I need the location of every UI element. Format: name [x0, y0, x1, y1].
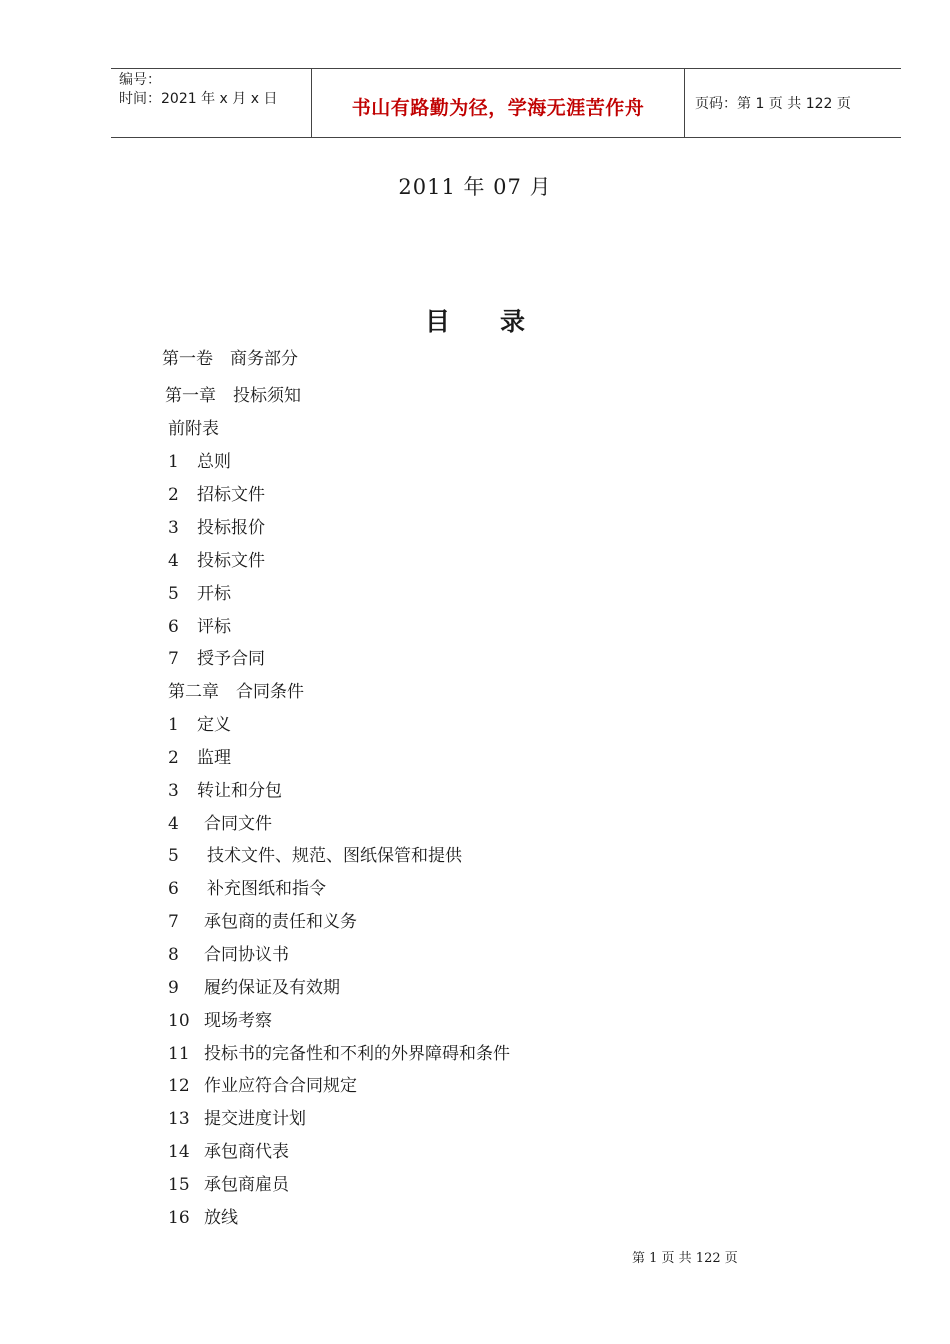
header-page-cell	[685, 69, 901, 137]
toc-entry-text: 前附表	[168, 419, 219, 439]
toc-entry-number: 16	[168, 1208, 190, 1228]
header-motto-cell	[312, 69, 685, 137]
toc-entry-text: 投标文件	[197, 551, 265, 571]
serial-label: 编号：	[119, 72, 161, 88]
toc-entry-text: 技术文件、规范、图纸保管和提供	[207, 846, 462, 866]
page-info: 页码：第 1 页 共 122 页	[695, 96, 851, 112]
page-header	[111, 68, 901, 138]
toc-entry-number: 1	[168, 452, 179, 472]
toc-entry-number: 2	[168, 748, 179, 768]
toc-entry-text: 提交进度计划	[204, 1109, 306, 1129]
toc-entry	[162, 348, 298, 370]
toc-entry	[165, 385, 301, 407]
toc-entry-number: 3	[168, 781, 179, 801]
toc-entry-text: 授予合同	[197, 649, 265, 669]
toc-entry-number: 10	[168, 1011, 190, 1031]
toc-entry	[168, 418, 219, 440]
toc-entry-text: 开标	[197, 584, 231, 604]
toc-entry-number: 2	[168, 485, 179, 505]
toc-entry-number: 8	[168, 945, 179, 965]
toc-entry-text: 招标文件	[197, 485, 265, 505]
toc-entry-text: 现场考察	[204, 1011, 272, 1031]
toc-entry-number: 13	[168, 1109, 190, 1129]
toc-entry-number: 1	[168, 715, 179, 735]
toc-entry-text: 补充图纸和指令	[207, 879, 326, 899]
time-label: 时间：2021 年 x 月 x 日	[119, 91, 278, 107]
toc-entry-number: 6	[168, 879, 179, 899]
toc-entry-number: 4	[168, 551, 179, 571]
toc-entry-number: 3	[168, 518, 179, 538]
toc-entry-text: 作业应符合合同规定	[204, 1076, 357, 1096]
toc-entry-number: 15	[168, 1175, 190, 1195]
toc-entry-text: 第二章 合同条件	[168, 682, 304, 702]
toc-title: 目 录	[424, 307, 525, 336]
toc-entry-text: 总则	[197, 452, 231, 472]
toc-entry-number: 11	[168, 1044, 190, 1064]
motto-text: 书山有路勤为径，学海无涯苦作舟	[351, 96, 645, 119]
toc-entry-text: 投标报价	[197, 518, 265, 538]
document-date: 2011 年 07 月	[398, 175, 552, 199]
toc-entry-number: 5	[168, 584, 179, 604]
toc-entry	[168, 681, 304, 703]
toc-entry-text: 承包商雇员	[204, 1175, 289, 1195]
toc-entry-number: 7	[168, 912, 179, 932]
toc-entry-text: 定义	[197, 715, 231, 735]
toc-entry-text: 履约保证及有效期	[204, 978, 340, 998]
toc-entry-text: 转让和分包	[197, 781, 282, 801]
toc-entry-text: 合同文件	[204, 814, 272, 834]
toc-entry-text: 承包商代表	[204, 1142, 289, 1162]
toc-entry-text: 第一卷 商务部分	[162, 349, 298, 369]
page-footer: 第 1 页 共 122 页	[632, 1251, 738, 1266]
toc-entry-text: 评标	[197, 617, 231, 637]
toc-entry-text: 监理	[197, 748, 231, 768]
header-meta-cell	[111, 69, 312, 137]
toc-entry-number: 7	[168, 649, 179, 669]
toc-entry-number: 12	[168, 1076, 190, 1096]
toc-entry-number: 4	[168, 814, 179, 834]
toc-entry-number: 14	[168, 1142, 190, 1162]
toc-entry-text: 投标书的完备性和不利的外界障碍和条件	[204, 1044, 510, 1064]
toc-entry-number: 5	[168, 846, 179, 866]
toc-entry-number: 9	[168, 978, 179, 998]
toc-entry-text: 放线	[204, 1208, 238, 1228]
toc-entry-text: 承包商的责任和义务	[204, 912, 357, 932]
toc-entry-number: 6	[168, 617, 179, 637]
toc-entry-text: 合同协议书	[204, 945, 289, 965]
toc-entry-text: 第一章 投标须知	[165, 386, 301, 406]
